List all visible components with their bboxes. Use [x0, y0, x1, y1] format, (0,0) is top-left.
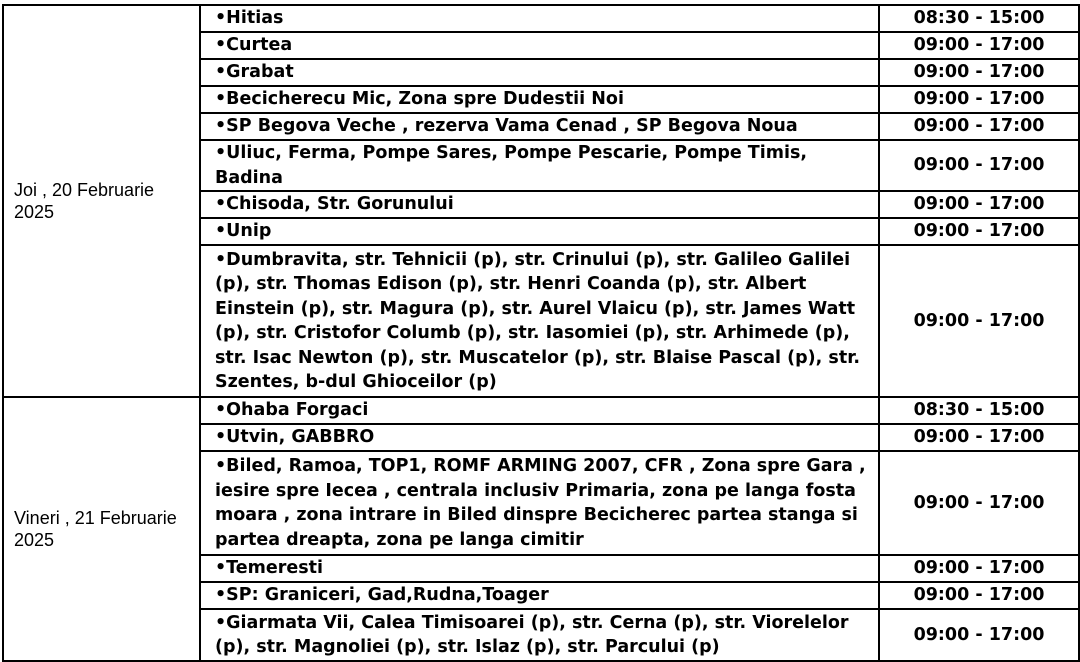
- time-cell: 09:00 - 17:00: [879, 582, 1079, 609]
- time-cell: 09:00 - 17:00: [879, 555, 1079, 582]
- time-cell: 09:00 - 17:00: [879, 140, 1079, 191]
- time-cell: 09:00 - 17:00: [879, 59, 1079, 86]
- time-cell: 08:30 - 15:00: [879, 5, 1079, 32]
- location-cell: •Biled, Ramoa, TOP1, ROMF ARMING 2007, CFR , Zona spre Gara , iesire spre Iecea , centrala inclusiv Primaria, zona pe langa fosta moara , zona intrare in Biled dinspre Becicherec partea stanga si partea dreapta, zona pe langa cimitir: [200, 451, 879, 555]
- time-cell: 09:00 - 17:00: [879, 218, 1079, 245]
- time-cell: 09:00 - 17:00: [879, 424, 1079, 451]
- location-cell: •Dumbravita, str. Tehnicii (p), str. Crinului (p), str. Galileo Galilei (p), str. Thomas Edison (p), str. Henri Coanda (p), str. Albert Einstein (p), str. Magura (p), str. Aurel Vlaicu (p), str. James Watt (p), str. Cristofor Columb (p), str. Iasomiei (p), str. Arhimede (p), str. Isac Newton (p), str. Muscatelor (p), str. Blaise Pascal (p), str. Szentes, b-dul Ghioceilor (p): [200, 245, 879, 397]
- time-cell: 09:00 - 17:00: [879, 245, 1079, 397]
- location-cell: •Temeresti: [200, 555, 879, 582]
- location-cell: •Curtea: [200, 32, 879, 59]
- time-cell: 09:00 - 17:00: [879, 191, 1079, 218]
- location-cell: •Chisoda, Str. Gorunului: [200, 191, 879, 218]
- location-cell: •Giarmata Vii, Calea Timisoarei (p), str. Cerna (p), str. Viorelelor (p), str. Magnoliei (p), str. Islaz (p), str. Parcului (p): [200, 609, 879, 661]
- location-cell: •SP Begova Veche , rezerva Vama Cenad , SP Begova Noua: [200, 113, 879, 140]
- location-cell: •SP: Graniceri, Gad,Rudna,Toager: [200, 582, 879, 609]
- outage-schedule-table: [2, 4, 1080, 662]
- location-cell: •Uliuc, Ferma, Pompe Sares, Pompe Pescarie, Pompe Timis, Badina: [200, 140, 879, 191]
- location-cell: •Utvin, GABBRO: [200, 424, 879, 451]
- location-cell: •Becicherecu Mic, Zona spre Dudestii Noi: [200, 86, 879, 113]
- time-cell: 08:30 - 15:00: [879, 397, 1079, 424]
- day-cell: Vineri , 21 Februarie 2025: [3, 397, 200, 661]
- time-cell: 09:00 - 17:00: [879, 86, 1079, 113]
- time-cell: 09:00 - 17:00: [879, 113, 1079, 140]
- time-cell: 09:00 - 17:00: [879, 609, 1079, 661]
- location-cell: •Unip: [200, 218, 879, 245]
- location-cell: •Ohaba Forgaci: [200, 397, 879, 424]
- day-cell: Joi , 20 Februarie 2025: [3, 5, 200, 397]
- location-cell: •Grabat: [200, 59, 879, 86]
- table-row: [3, 5, 1079, 32]
- location-cell: •Hitias: [200, 5, 879, 32]
- time-cell: 09:00 - 17:00: [879, 32, 1079, 59]
- time-cell: 09:00 - 17:00: [879, 451, 1079, 555]
- table-row: [3, 397, 1079, 424]
